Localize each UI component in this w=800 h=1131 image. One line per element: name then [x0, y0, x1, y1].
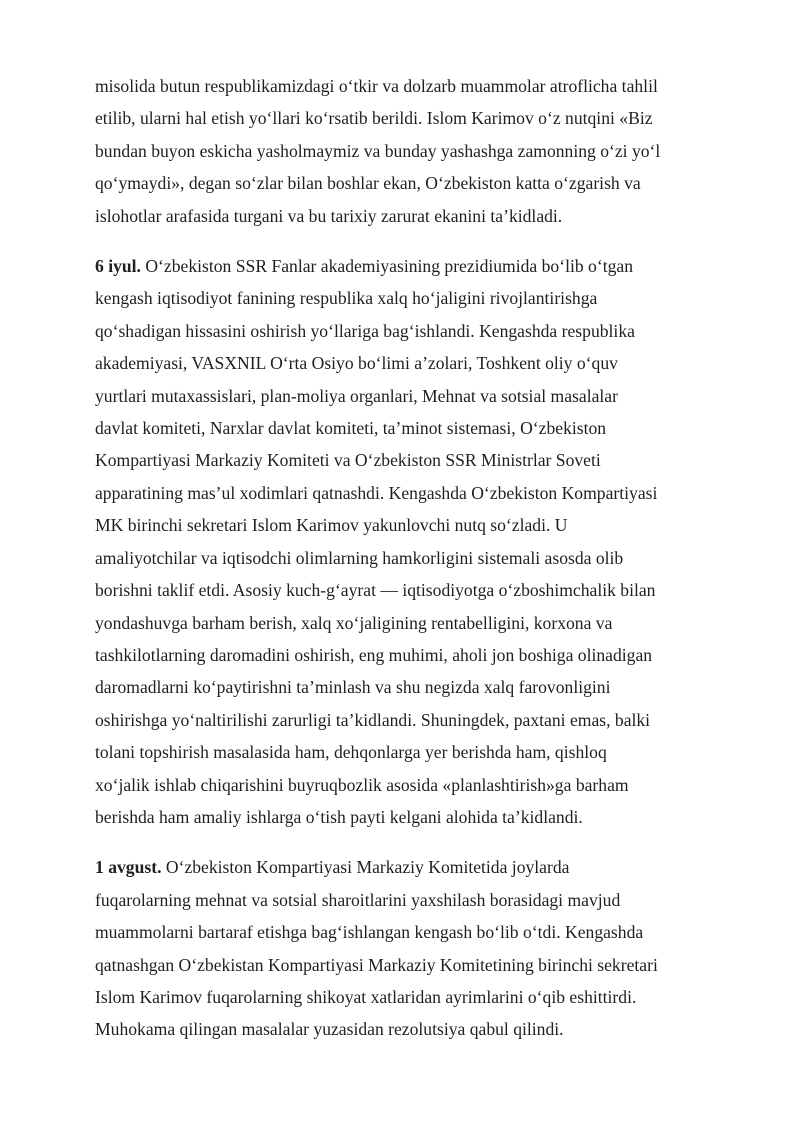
text-line [95, 851, 715, 883]
text-line: Kompartiyasi Markaziy Komiteti va Oʻzbekiston SSR Ministrlar Soveti [95, 450, 601, 471]
text-line: amaliyotchilar va iqtisodchi olimlarning hamkorligini sistemali asosda olib [95, 547, 624, 568]
paragraph-intro [95, 70, 715, 232]
text-line: qatnashgan Oʻzbekistan Kompartiyasi Markaziy Komitetining birinchi sekretari [95, 954, 658, 975]
text-line: Muhokama qilingan masalalar yuzasidan rezolutsiya qabul qilindi. [95, 1019, 564, 1040]
text-line: daromadlarni koʻpaytirishni taʼminlash va shu negizda xalq farovonligini [95, 677, 611, 698]
text-line: oshirishga yoʻnaltirilishi zarurligi taʼkidlandi. Shuningdek, paxtani emas, balki [95, 709, 651, 730]
text-line-rest: Oʻzbekiston Kompartiyasi Markaziy Komitetida joylarda [161, 857, 570, 878]
text-line: tashkilotlarning daromadini oshirish, eng muhimi, aholi jon boshiga olinadigan [95, 644, 653, 665]
document-page [95, 70, 715, 1064]
text-line: yondashuvga barham berish, xalq xoʻjaligining rentabelligini, korxona va [95, 612, 613, 633]
paragraph-1-avgust [95, 851, 715, 1045]
text-line: bundan buyon eskicha yasholmaymiz va bunday yashashga zamonning oʻzi yoʻl [95, 140, 661, 161]
text-line: akademiyasi, VASXNIL Oʻrta Osiyo boʻlimi aʼzolari, Toshkent oliy oʻquv [95, 353, 618, 374]
text-line: tolani topshirish masalasida ham, dehqonlarga yer berishda ham, qishloq [95, 742, 607, 763]
entry-date: 1 avgust. [95, 857, 162, 878]
text-line: kengash iqtisodiyot fanining respublika xalq hoʻjaligini rivojlantirishga [95, 288, 598, 309]
text-line: muammolarni bartaraf etishga bagʻishlangan kengash boʻlib oʻtdi. Kengashda [95, 922, 644, 943]
text-line: MK birinchi sekretari Islom Karimov yakunlovchi nutq soʻzladi. U [95, 515, 568, 536]
text-line: fuqarolarning mehnat va sotsial sharoitlarini yaxshilash borasidagi mavjud [95, 889, 621, 910]
paragraph-6-iyul [95, 250, 715, 833]
text-line: Islom Karimov fuqarolarning shikoyat xatlaridan ayrimlarini oʻqib eshittirdi. [95, 986, 637, 1007]
text-line: davlat komiteti, Narxlar davlat komiteti, taʼminot sistemasi, Oʻzbekiston [95, 418, 607, 439]
text-line-rest: Oʻzbekiston SSR Fanlar akademiyasining prezidiumida boʻlib oʻtgan [140, 256, 633, 277]
text-line: yurtlari mutaxassislari, plan-moliya organlari, Mehnat va sotsial masalalar [95, 385, 618, 406]
text-line: berishda ham amaliy ishlarga oʻtish payti kelgani alohida taʼkidlandi. [95, 806, 583, 827]
text-line: xoʻjalik ishlab chiqarishini buyruqbozlik asosida «planlashtirish»ga barham [95, 774, 629, 795]
text-line: misolida butun respublikamizdagi oʻtkir va dolzarb muammolar atroflicha tahlil [95, 76, 658, 96]
entry-date: 6 iyul. [95, 256, 141, 277]
text-line: borishni taklif etdi. Asosiy kuch-gʻayrat — iqtisodiyotga oʻzboshimchalik bilan [95, 580, 656, 601]
text-line: etilib, ularni hal etish yoʻllari koʻrsatib berildi. Islom Karimov oʻz nutqini «Biz [95, 108, 653, 129]
text-line: qoʻymaydi», degan soʻzlar bilan boshlar ekan, Oʻzbekiston katta oʻzgarish va [95, 173, 641, 194]
text-line: islohotlar arafasida turgani va bu tarixiy zarurat ekanini taʼkidladi. [95, 205, 563, 226]
text-line [95, 250, 715, 282]
text-line: apparatining masʼul xodimlari qatnashdi. Kengashda Oʻzbekiston Kompartiyasi [95, 482, 658, 503]
text-line: qoʻshadigan hissasini oshirish yoʻllariga bagʻishlandi. Kengashda respublika [95, 320, 635, 341]
